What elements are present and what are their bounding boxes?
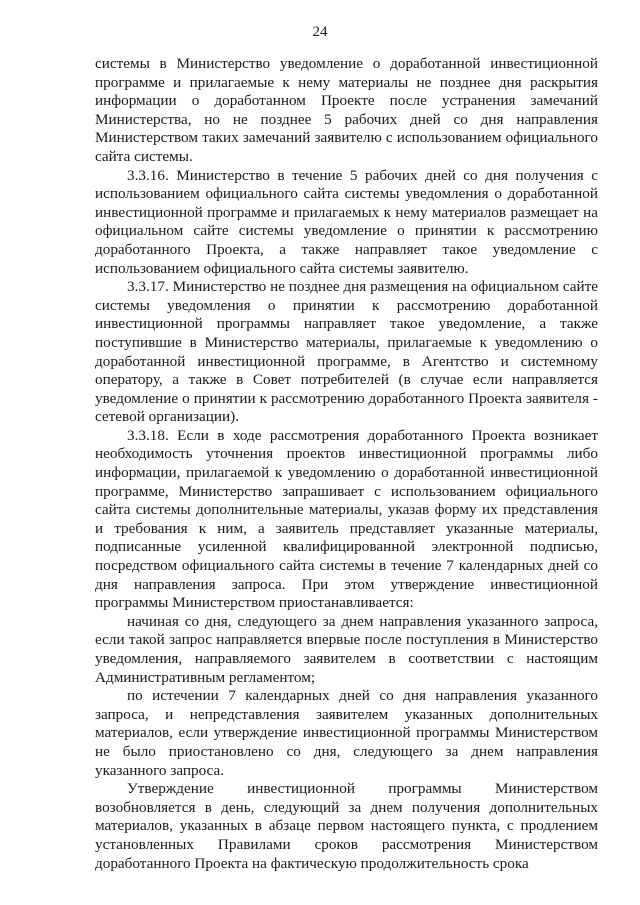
paragraph-continuation: системы в Министерство уведомление о доработанной инвестиционной программе и прилагаемые к нему материалы не позднее дня раскрытия информации о доработанном Проекте после устранения замечаний Министерства, но не позднее 5 рабочих дней со дня направления Министерством таких замечаний заявителю с использованием официального сайта системы. [95,55,598,165]
paragraph-resumption: Утверждение инвестиционной программы Министерством возобновляется в день, следующий за днем получения дополнительных материалов, указанных в абзаце первом настоящего пункта, с продлением установленных Правилами сроков рассмотрения Министерством доработанного Проекта на фактическую продолжительность срока [95,780,598,872]
paragraph-first-case: начиная со дня, следующего за днем направления указанного запроса, если такой запрос направляется впервые после поступления в Министерство уведомления, направляемого заявителем в соответствии с настоящим Административным регламентом; [95,612,598,686]
paragraph-3-3-17: 3.3.17. Министерство не позднее дня размещения на официальном сайте системы уведомления о принятии к рассмотрению доработанной инвестиционной программы направляет такое уведомление, а также поступившие в Министерство материалы, прилагаемые к уведомлению о доработанной инвестиционной программе, в Агентство и системному оператору, а также в Совет потребителей (в случае если направляется уведомление о принятии к рассмотрению доработанного Проекта заявителя - сетевой организации). [95,278,598,426]
paragraph-3-3-18: 3.3.18. Если в ходе рассмотрения доработанного Проекта возникает необходимость уточнения проектов инвестиционной программы либо информации, прилагаемой к уведомлению о доработанной инвестиционной программе, Министерство запрашивает с использованием официального сайта системы дополнительные материалы, указав форму их представления и требования к ним, а заявитель представляет указанные материалы, подписанные усиленной квалифицированной электронной подписью, посредством официального сайта системы в течение 7 календарных дней со дня направления запроса. При этом утверждение инвестиционной программы Министерством приостанавливается: [95,426,598,612]
document-body [95,55,598,873]
page-number: 24 [312,24,328,40]
paragraph-second-case: по истечении 7 календарных дней со дня направления указанного запроса, и непредставления заявителем указанных дополнительных материалов, если утверждение инвестиционной программы Министерством не было приостановлено со дня, следующего за днем направления указанного запроса. [95,687,598,779]
paragraph-3-3-16: 3.3.16. Министерство в течение 5 рабочих дней со дня получения с использованием официального сайта системы уведомления о доработанной инвестиционной программе и прилагаемых к нему материалов размещает на официальном сайте системы уведомление о принятии к рассмотрению доработанного Проекта, а также направляет такое уведомление с использованием официального сайта системы заявителю. [95,166,598,277]
